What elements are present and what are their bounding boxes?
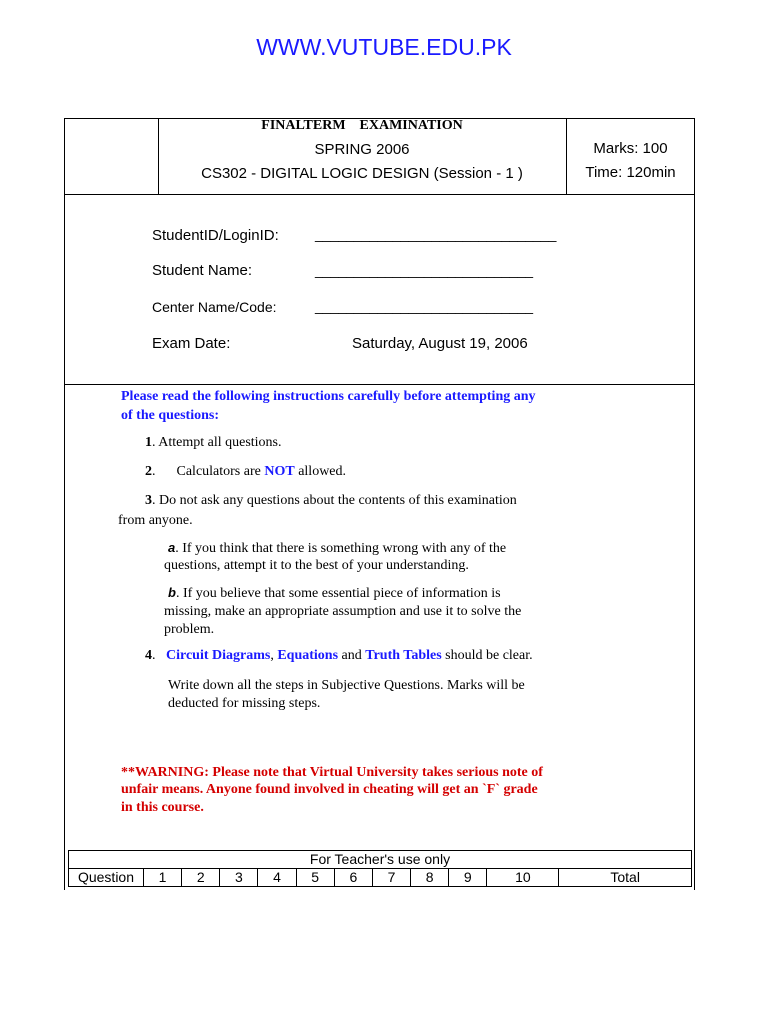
instruction-2 [145,463,346,481]
instruction-b-letter: b [168,585,176,600]
warning-line-3: in this course. [121,800,204,815]
instruction-4-equations: Equations [277,648,339,663]
instruction-4-dot: . [152,648,156,663]
instruction-b [168,584,501,603]
instruction-1-text: . Attempt all questions. [152,435,282,450]
course-title: CS302 - DIGITAL LOGIC DESIGN (Session - 1 ) [201,165,523,182]
teacher-score-table [68,850,692,887]
table-cell-question: Question [69,869,144,887]
student-id-label: StudentID/LoginID: [152,227,279,244]
instruction-4-circuit: Circuit Diagrams [166,648,271,663]
instructions-heading-1: Please read the following instructions carefully before attempting any [121,389,536,404]
table-cell[interactable]: 6 [334,869,372,887]
table-cell[interactable]: 2 [182,869,220,887]
instruction-3-line1: . Do not ask any questions about the contents of this examination [152,493,517,508]
instruction-2-post: allowed. [294,464,347,479]
table-cell-total[interactable]: Total [559,869,692,887]
student-name-label: Student Name: [152,262,253,279]
exam-type: FINALTERM EXAMINATION [261,118,463,133]
marks: Marks: 100 [593,140,668,157]
center-label: Center Name/Code: [152,299,277,315]
instruction-3-num: 3 [145,493,152,508]
instruction-a [168,539,506,558]
teacher-table-title: For Teacher's use only [69,851,692,869]
instruction-3-line2: from anyone. [118,513,193,528]
steps-line-2: deducted for missing steps. [168,696,321,711]
instructions-heading-2: of the questions: [121,408,220,423]
exam-term: SPRING 2006 [314,141,410,158]
table-cell[interactable]: 9 [449,869,487,887]
instruction-a-line1: . If you think that there is something wrong with any of the [175,541,507,556]
exam-date-label: Exam Date: [152,335,231,352]
instruction-b-line1: . If you believe that some essential piece of information is [175,586,501,601]
table-cell[interactable]: 7 [372,869,410,887]
warning-line-2: unfair means. Anyone found involved in cheating will get an `F` grade [121,782,538,797]
site-url: WWW.VUTUBE.EDU.PK [256,34,512,60]
table-cell[interactable]: 10 [487,869,559,887]
instruction-2-num: 2 [145,464,152,479]
instruction-1-num: 1 [145,435,152,450]
instruction-4-and: and [338,648,366,663]
time-limit: Time: 120min [585,164,676,181]
instruction-1 [145,434,282,452]
instruction-b-line3: problem. [164,622,215,637]
instruction-4-truth: Truth Tables [365,648,442,663]
steps-line-1: Write down all the steps in Subjective Questions. Marks will be [168,678,525,693]
warning-line-1: **WARNING: Please note that Virtual University takes serious note of [121,765,543,780]
instruction-4-num: 4 [145,648,152,663]
instruction-a-line2: questions, attempt it to the best of your understanding. [164,558,469,573]
table-cell[interactable]: 5 [296,869,334,887]
instruction-4 [145,647,533,665]
instruction-3 [145,492,517,510]
fields-bottom-line [65,384,694,385]
table-row [69,869,692,887]
table-cell[interactable]: 8 [411,869,449,887]
student-id-field[interactable]: _______________________________ [315,226,557,242]
instruction-a-letter: a [168,540,176,555]
instruction-b-line2: missing, make an appropriate assumption and use it to solve the [164,604,522,619]
instruction-2-pre: . Calculators are [152,464,265,479]
table-cell[interactable]: 1 [144,869,182,887]
table-cell[interactable]: 3 [220,869,258,887]
instruction-4-comma: , [270,648,278,663]
exam-date-value: Saturday, August 19, 2006 [352,335,528,352]
student-name-field[interactable]: ____________________________ [315,262,534,278]
center-field[interactable]: ____________________________ [315,298,534,314]
header-bottom-line [65,194,694,195]
instruction-2-not: NOT [264,464,295,479]
table-cell[interactable]: 4 [258,869,296,887]
instruction-4-post: should be clear. [441,648,533,663]
